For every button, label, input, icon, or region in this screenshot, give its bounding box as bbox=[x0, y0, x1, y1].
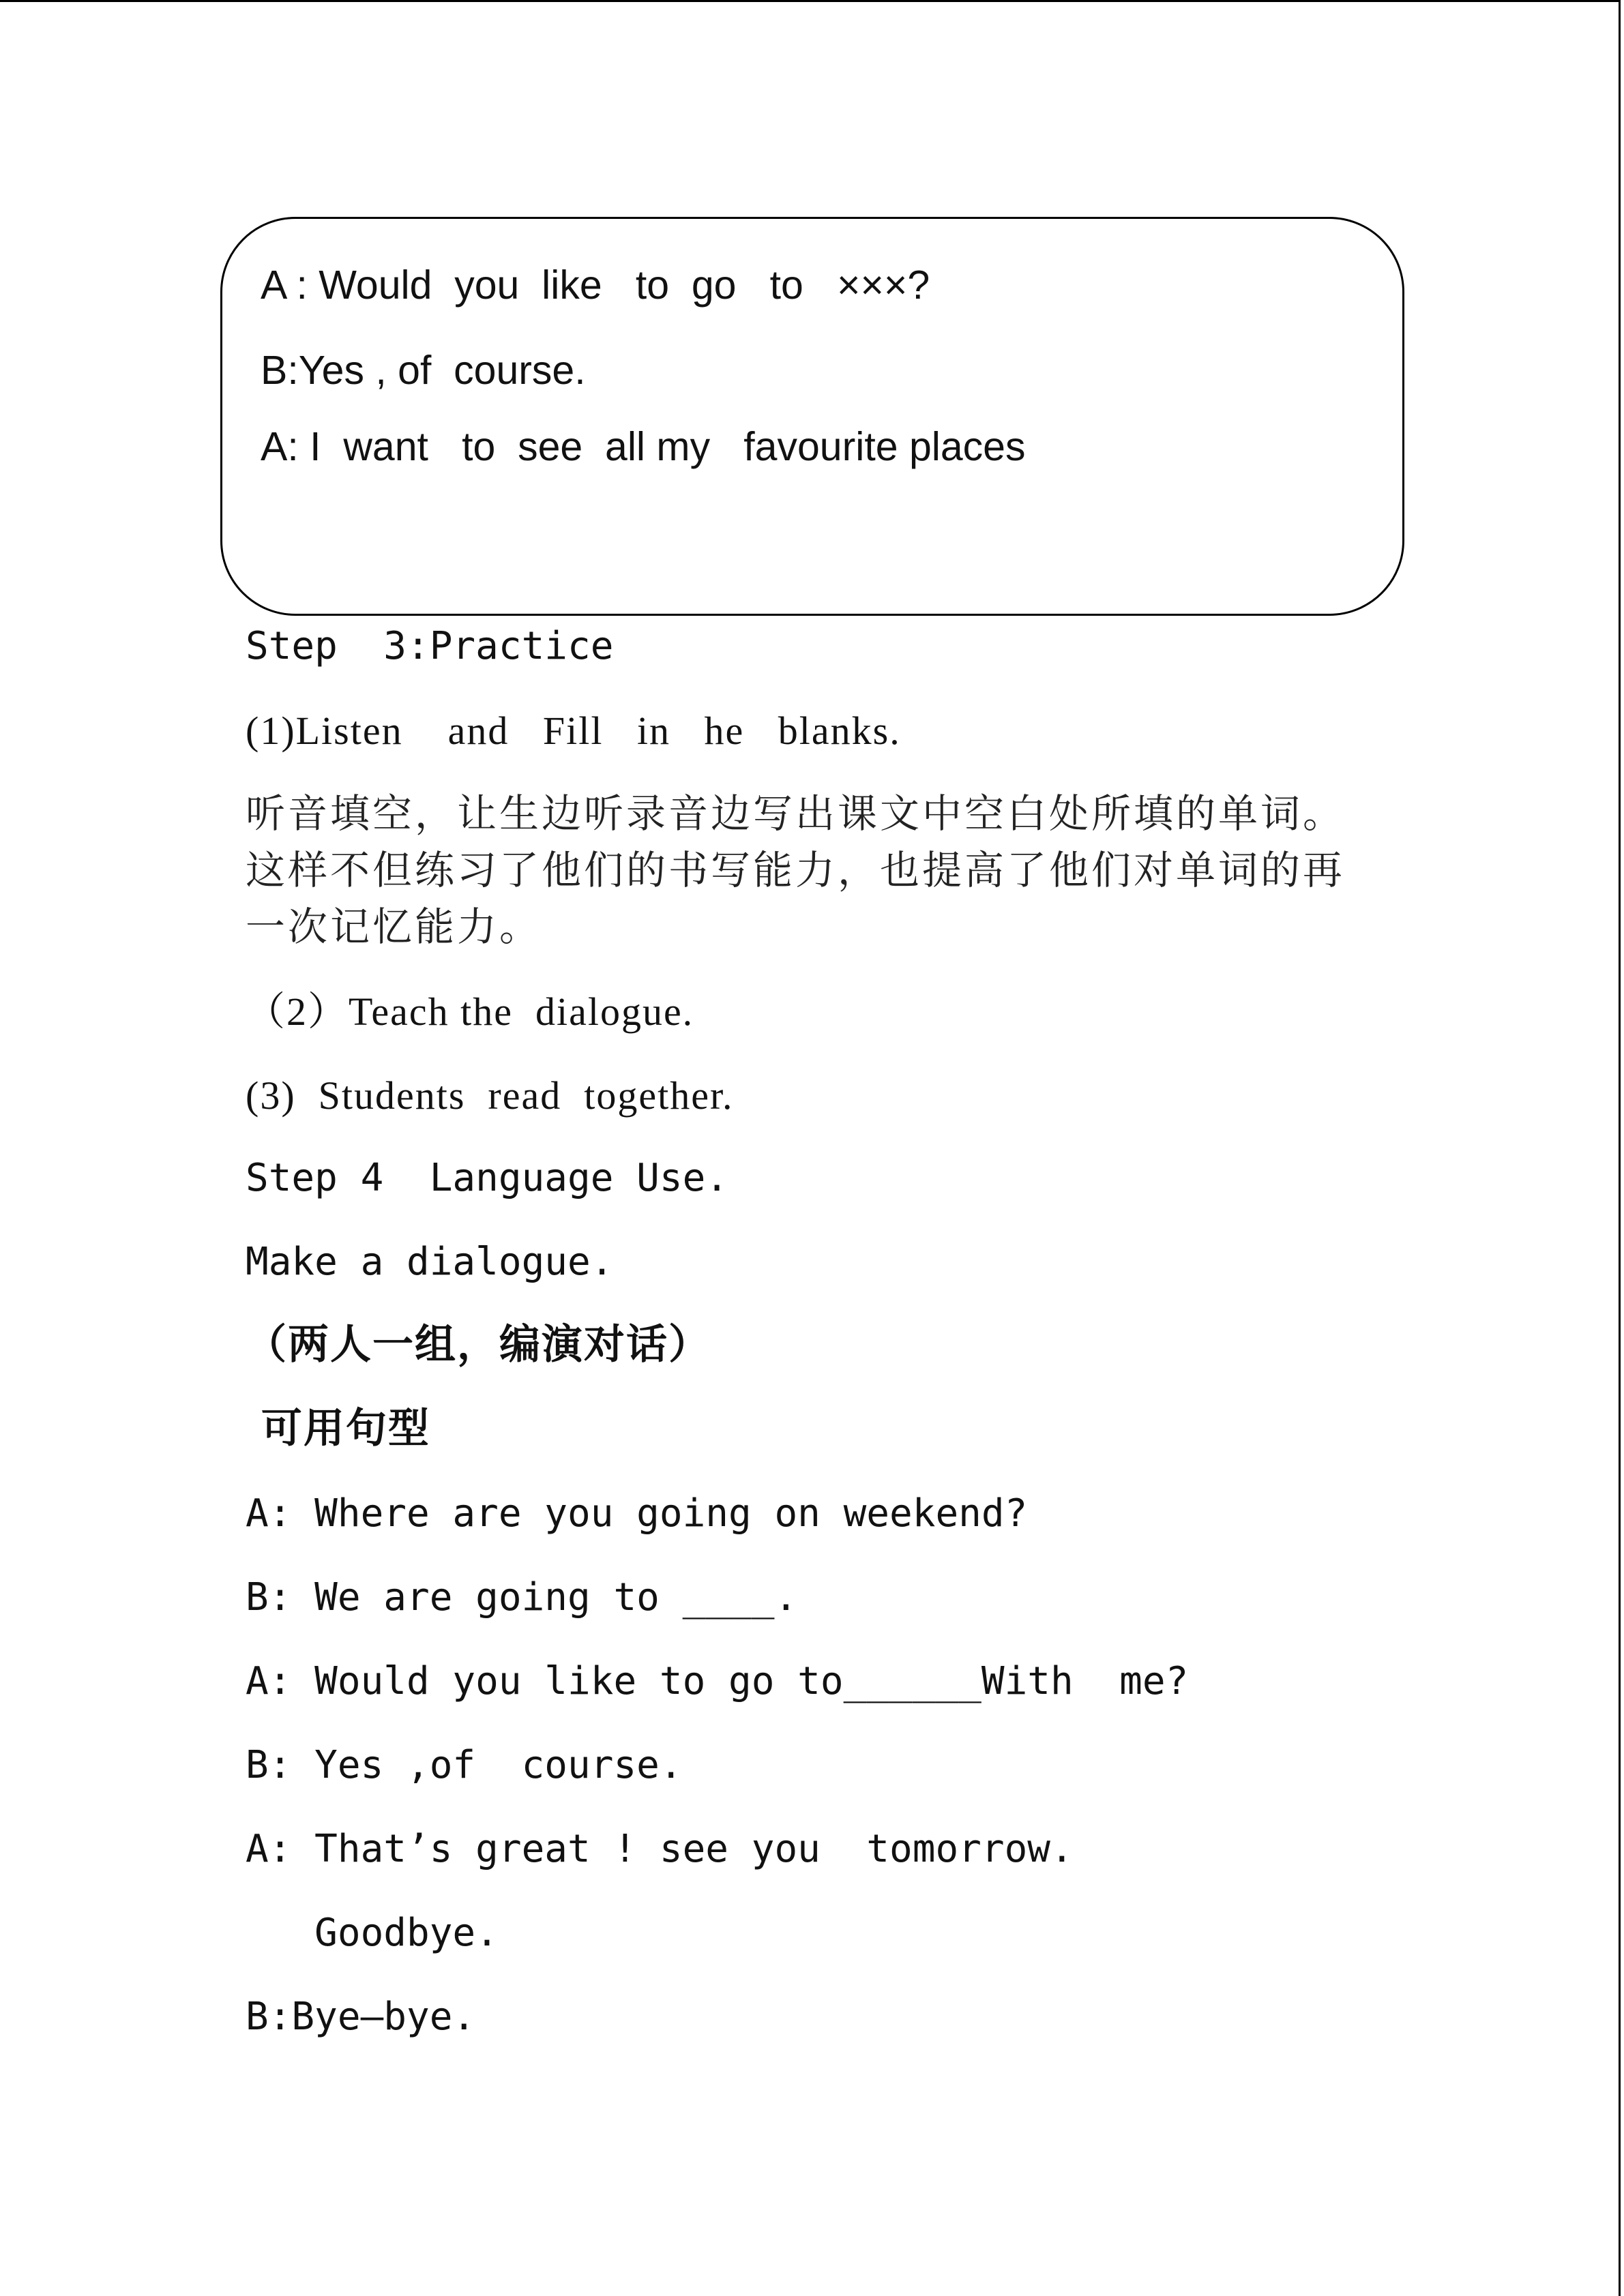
pattern-line-2: B: We are going to ____. bbox=[246, 1575, 798, 1620]
pattern-line-3: A: Would you like to go to______With me? bbox=[246, 1659, 1189, 1703]
pattern-line-4: B: Yes ,of course. bbox=[246, 1743, 683, 1787]
pattern-line-6: Goodbye. bbox=[246, 1911, 499, 1955]
step3-item-1: (1)Listen and Fill in he blanks. bbox=[246, 709, 901, 753]
step3-title: Step 3:Practice bbox=[246, 624, 614, 668]
step4-title: Step 4 Language Use. bbox=[246, 1156, 729, 1200]
pattern-line-5: A: That’s great ! see you tomorrow. bbox=[246, 1827, 1074, 1871]
step3-item-2: （2）Teach the dialogue. bbox=[246, 989, 694, 1034]
step3-note: 听音填空，让生边听录音边写出课文中空白处所填的单词。这样不但练习了他们的书写能力，也提高了他们对单词的再一次记忆能力。 bbox=[246, 790, 1346, 950]
step3-item-3: (3) Students read together. bbox=[246, 1073, 734, 1118]
box-line-1: A : Would you like to go to ×××? bbox=[261, 263, 930, 308]
pattern-line-1: A: Where are you going on weekend? bbox=[246, 1491, 1028, 1536]
group-note: （两人一组，编演对话） bbox=[246, 1321, 711, 1369]
step4-subtitle: Make a dialogue. bbox=[246, 1240, 614, 1284]
dialogue-box bbox=[220, 217, 1404, 616]
pattern-line-7: B:Bye—bye. bbox=[246, 1995, 476, 2039]
box-line-2: B:Yes , of course. bbox=[261, 348, 586, 393]
patterns-label: 可用句型 bbox=[246, 1405, 430, 1452]
box-line-3: A: I want to see all my favourite places bbox=[261, 424, 1026, 469]
